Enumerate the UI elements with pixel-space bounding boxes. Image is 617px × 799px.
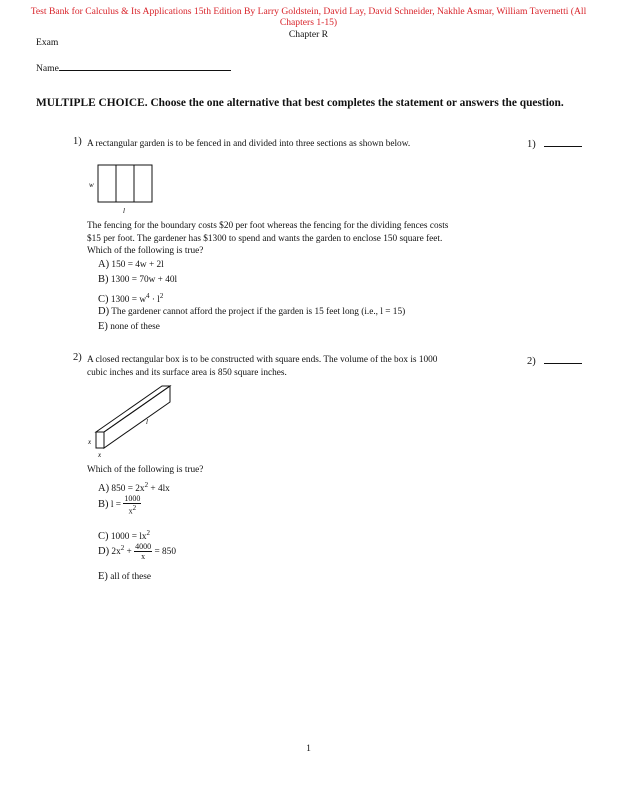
choice-text xyxy=(111,481,170,495)
box-figure xyxy=(84,382,176,460)
box-x-bottom-label: x xyxy=(98,451,102,459)
garden-l-label: l xyxy=(123,207,125,215)
q1-body-line-2: $15 per foot. The gardener has $1300 to spend and wants the garden to enclose 150 square feet. xyxy=(87,233,443,244)
q2-choice-a xyxy=(98,479,170,495)
d-sup: 2 xyxy=(120,544,125,552)
d-denominator: x xyxy=(141,552,146,562)
c-sup1: 4 xyxy=(146,292,150,300)
b-numerator: 1000 xyxy=(124,494,141,503)
b-denominator xyxy=(123,504,141,516)
q2-prompt-line-2: cubic inches and its surface area is 850 square inches. xyxy=(87,367,287,378)
choice-letter: D) xyxy=(98,306,110,317)
q1-number: 1) xyxy=(73,136,82,147)
garden-w-label: w xyxy=(89,181,94,189)
q1-answer-slot xyxy=(527,136,582,150)
name-field xyxy=(36,61,231,74)
a-pre: 850 = 2x xyxy=(111,484,145,495)
banner-line-2: Chapters 1-15) xyxy=(279,17,338,28)
choice-text xyxy=(110,292,164,306)
choice-letter: A) xyxy=(98,259,110,270)
name-blank-line xyxy=(59,61,231,71)
q1-answer-label: 1) xyxy=(527,139,536,150)
box-l-label: l xyxy=(146,418,148,426)
choice-text: 1300 = 70w + 40l xyxy=(110,275,178,285)
q2-choice-e xyxy=(98,571,151,583)
name-label: Name xyxy=(36,63,59,74)
q1-choice-a xyxy=(98,259,164,271)
q2-number: 2) xyxy=(73,352,82,363)
choice-text: 150 = 4w + 2l xyxy=(111,260,164,270)
b-pre: l = xyxy=(110,499,124,510)
choice-letter: D) xyxy=(98,546,110,558)
choice-letter: A) xyxy=(98,483,110,495)
choice-letter: E) xyxy=(98,321,108,332)
exam-label: Exam xyxy=(36,37,59,48)
page-number: 1 xyxy=(306,743,311,754)
q1-answer-line xyxy=(544,136,582,147)
choice-letter: C) xyxy=(98,531,109,543)
q1-choice-d xyxy=(98,306,405,318)
d-pre: 2x xyxy=(111,547,121,558)
q2-choice-b xyxy=(98,494,141,516)
chapter-title: Chapter R xyxy=(288,29,329,40)
banner-line-1: Test Bank for Calculus & Its Applications 15th Edition By Larry Goldstein, David Lay, David Schneider, Nakhle Asmar, William Tavernetti (All xyxy=(30,6,587,17)
d-post: = 850 xyxy=(152,547,176,558)
garden-boundary xyxy=(98,165,152,202)
q2-choice-c xyxy=(98,527,150,543)
a-post: + 4lx xyxy=(148,484,170,495)
box-top-face xyxy=(96,386,170,432)
b-den-base: x xyxy=(128,506,133,516)
choice-text: The gardener cannot afford the project if the garden is 15 feet long (i.e., l = 15) xyxy=(111,307,406,317)
a-sup: 2 xyxy=(144,481,149,489)
d-plus: + xyxy=(124,547,135,558)
q2-choice-d xyxy=(98,542,176,561)
q1-choice-c xyxy=(98,290,163,306)
box-side-face xyxy=(104,386,170,448)
q1-choice-e xyxy=(98,321,160,333)
garden-figure xyxy=(86,160,166,218)
q2-answer-line xyxy=(544,353,582,364)
b-den-sup: 2 xyxy=(132,504,137,512)
box-front-end xyxy=(96,432,104,448)
choice-letter: B) xyxy=(98,274,109,285)
box-x-side-label: x xyxy=(88,438,92,446)
c2-sup: 2 xyxy=(146,529,151,537)
q1-body-line-1: The fencing for the boundary costs $20 per foot whereas the fencing for the dividing fences costs xyxy=(87,221,449,231)
q1-body xyxy=(87,220,448,258)
c-mid: · l xyxy=(149,295,160,306)
section-heading: MULTIPLE CHOICE. Choose the one alternative that best completes the statement or answers the question. xyxy=(36,97,564,109)
c-sup2: 2 xyxy=(159,292,164,300)
document-banner xyxy=(0,6,617,28)
b-fraction xyxy=(123,494,141,516)
q1-prompt: A rectangular garden is to be fenced in and divided into three sections as shown below. xyxy=(87,139,411,149)
choice-text: none of these xyxy=(110,322,160,332)
c-pre: 1300 = w xyxy=(110,295,147,306)
c2-pre: 1000 = lx xyxy=(110,532,147,543)
q2-prompt-line-1: A closed rectangular box is to be constructed with square ends. The volume of the box is 1000 xyxy=(87,355,438,365)
q2-lead: Which of the following is true? xyxy=(87,465,204,475)
d-fraction xyxy=(134,542,152,561)
choice-letter: B) xyxy=(98,498,109,510)
q2-prompt xyxy=(87,354,437,379)
choice-letter: C) xyxy=(98,294,109,306)
choice-text: all of these xyxy=(110,572,152,582)
choice-text xyxy=(110,529,151,543)
q1-choice-b xyxy=(98,274,177,286)
choice-letter: E) xyxy=(98,571,108,582)
q1-body-line-3: Which of the following is true? xyxy=(87,246,204,256)
q2-answer-slot xyxy=(527,353,582,367)
d-numerator: 4000 xyxy=(135,542,152,552)
q2-answer-label: 2) xyxy=(527,356,536,367)
